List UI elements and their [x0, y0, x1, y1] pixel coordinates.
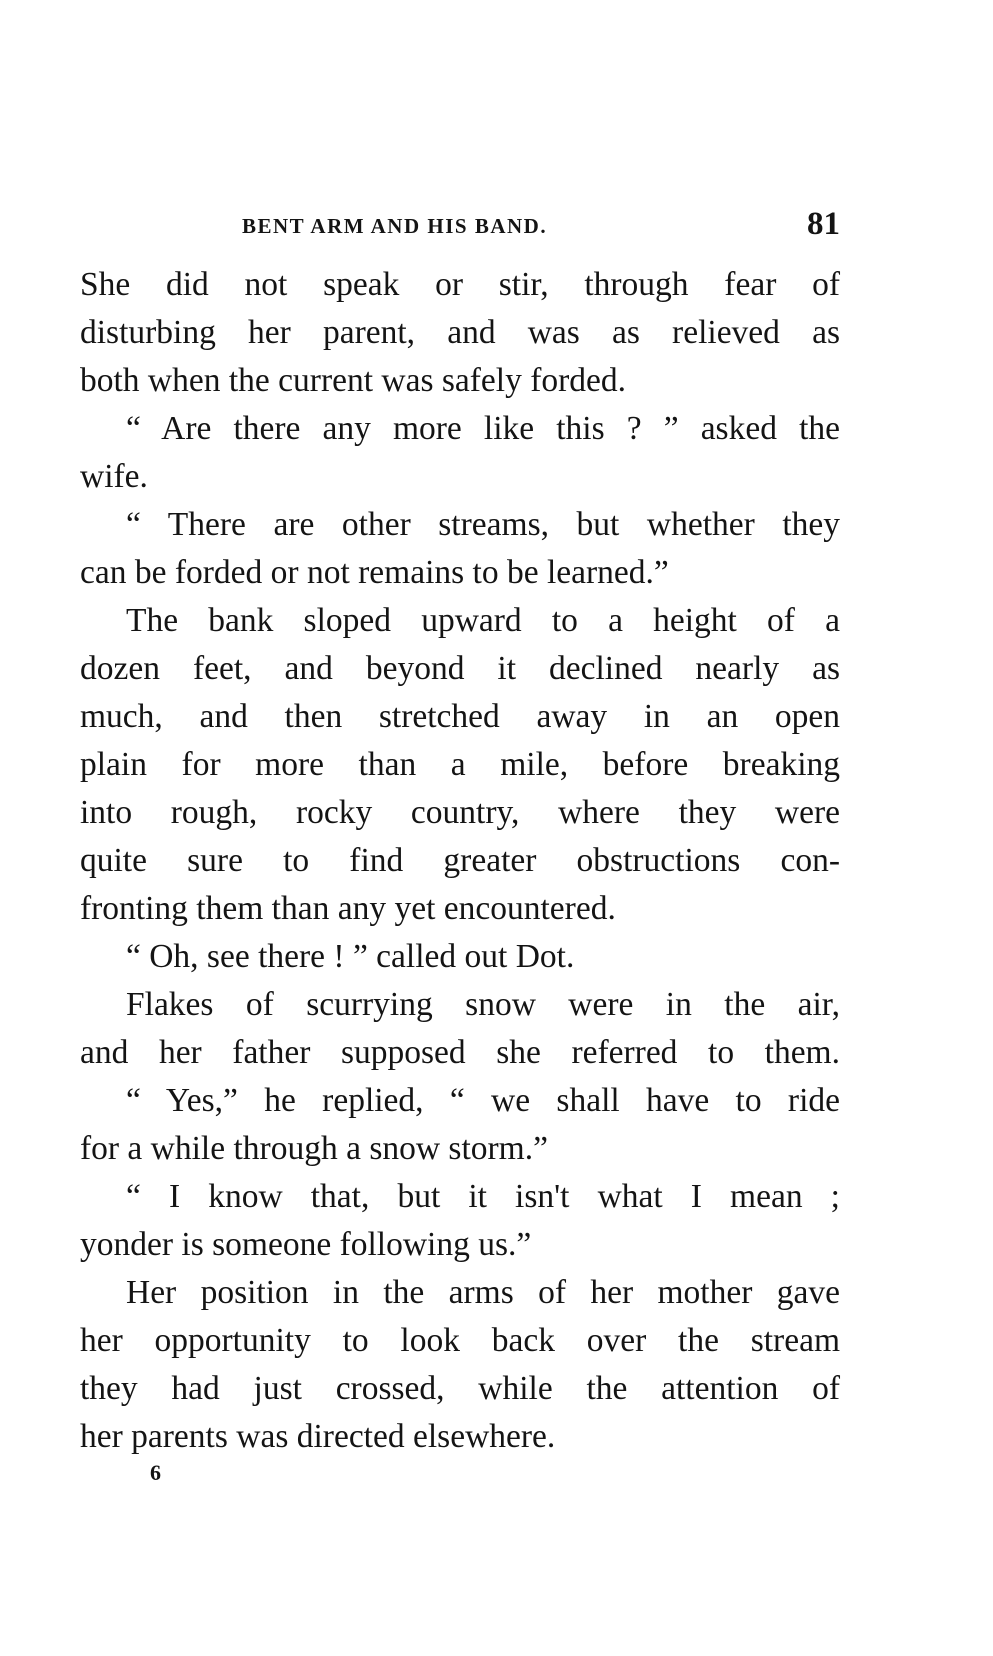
running-head: [80, 206, 840, 250]
text-line: quite sure to find greater obstructions con-: [80, 842, 840, 879]
text-line: “ Oh, see there ! ” called out Dot.: [126, 938, 575, 975]
text-line: She did not speak or stir, through fear of: [80, 266, 840, 303]
text-line: The bank sloped upward to a height of a: [126, 602, 840, 639]
text-line: into rough, rocky country, where they were: [80, 794, 840, 831]
text-line: wife.: [80, 458, 148, 495]
text-line: yonder is someone following us.”: [80, 1226, 532, 1263]
text-line: disturbing her parent, and was as relieved as: [80, 314, 840, 351]
text-line: her opportunity to look back over the stream: [80, 1322, 840, 1359]
page-number: 81: [807, 206, 840, 242]
text-line: much, and then stretched away in an open: [80, 698, 840, 735]
text-line: Flakes of scurrying snow were in the air,: [126, 986, 840, 1023]
text-line: both when the current was safely forded.: [80, 362, 627, 399]
text-line: plain for more than a mile, before breaking: [80, 746, 840, 783]
text-line: fronting them than any yet encountered.: [80, 890, 616, 927]
text-line: “ I know that, but it isn't what I mean ;: [126, 1178, 840, 1215]
text-line: “ There are other streams, but whether they: [126, 506, 840, 543]
text-line: “ Yes,” he replied, “ we shall have to ride: [126, 1082, 840, 1119]
text-line: can be forded or not remains to be learned.”: [80, 554, 669, 591]
text-line: they had just crossed, while the attention of: [80, 1370, 840, 1407]
text-line: Her position in the arms of her mother gave: [126, 1274, 840, 1311]
text-line: and her father supposed she referred to them.: [80, 1034, 840, 1071]
running-title: BENT ARM AND HIS BAND.: [242, 214, 548, 238]
text-line: for a while through a snow storm.”: [80, 1130, 548, 1167]
body-text: [80, 261, 840, 1461]
text-line: her parents was directed elsewhere.: [80, 1418, 556, 1455]
signature-mark: 6: [150, 1460, 161, 1485]
text-line: “ Are there any more like this ? ” asked the: [126, 410, 840, 447]
text-line: dozen feet, and beyond it declined nearly as: [80, 650, 840, 687]
